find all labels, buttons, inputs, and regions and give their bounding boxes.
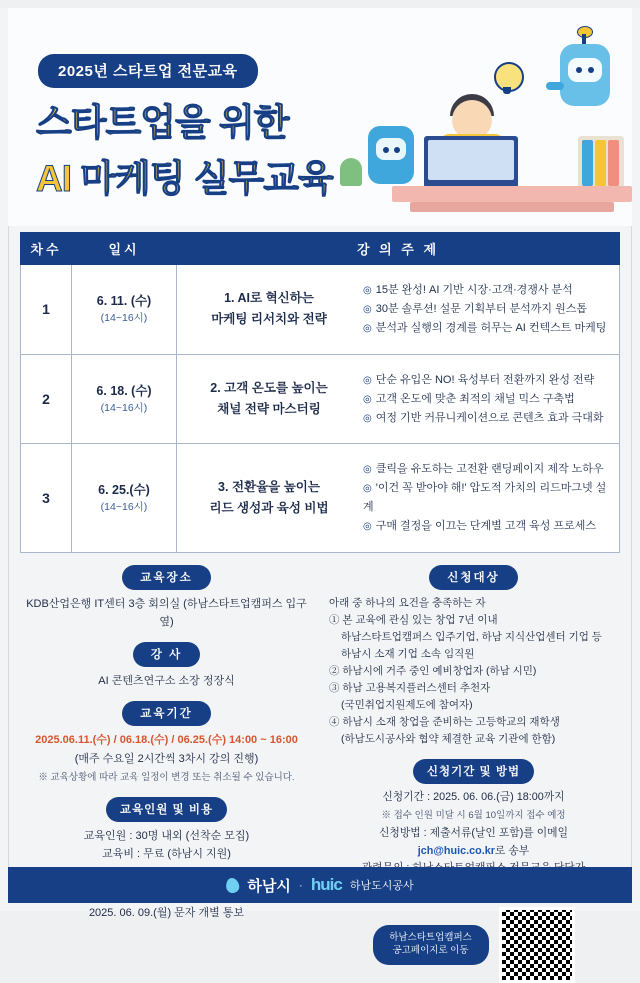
row2-no: 2	[21, 354, 72, 444]
block-period	[20, 701, 313, 785]
robot-left-face	[376, 138, 406, 160]
row2-detail-list	[363, 371, 607, 428]
course-badge: 2025년 스타트업 전문교육	[38, 54, 258, 88]
hero-section	[8, 8, 632, 226]
block-place	[20, 565, 313, 631]
row3-date	[72, 444, 177, 553]
footer-brand: huic	[310, 875, 342, 894]
row3-content	[177, 444, 620, 553]
robot-right-eye-right	[588, 67, 594, 73]
row3-detail-2: ◎ '이건 꼭 받아야 해!' 압도적 가치의 리드마그넷 설계	[363, 479, 607, 517]
row3-time-text: (14~16시)	[100, 500, 148, 513]
period-line2: (매주 수요일 2시간씩 3차시 강의 진행)	[74, 752, 259, 765]
desk-front	[410, 202, 614, 212]
capacity-body	[20, 827, 313, 863]
eligibility-item-2: ② 하남시에 거주 중인 예비창업자 (하남 시민)	[329, 665, 537, 678]
apply-method-line: 신청방법 : 제출서류(날인 포함)를 이메일	[378, 826, 569, 839]
row1-detail-1: ◎ 15분 완성! AI 기반 시장·고객·경쟁사 분석	[363, 281, 607, 300]
eligibility-item-1: ① 본 교육에 관심 있는 창업 7년 이내	[329, 614, 498, 627]
book-3	[608, 140, 619, 186]
info-column-right	[327, 565, 620, 983]
row2-date	[72, 354, 177, 444]
table-row	[21, 354, 620, 444]
row1-subject: 1. AI로 혁신하는 마케팅 리서치와 전략	[211, 291, 327, 327]
qr-code-icon[interactable]	[499, 907, 575, 983]
hero-illustration	[332, 8, 632, 226]
desk-surface	[392, 186, 632, 202]
period-note: ※ 교육상황에 따라 교육 일정이 변경 또는 취소될 수 있습니다.	[38, 771, 295, 783]
period-dates: 2025.06.11.(수) / 06.18.(수) / 06.25.(수) 14:00 ~ 16:00	[35, 734, 298, 747]
row2-content	[177, 354, 620, 444]
curriculum-table-wrap	[20, 232, 620, 553]
book-1	[582, 140, 593, 186]
label-capacity: 교육인원 및 비용	[106, 797, 227, 822]
row1-date	[72, 265, 177, 355]
table-row	[21, 265, 620, 355]
info-column-left	[20, 565, 313, 983]
col-header-no: 차수	[21, 233, 72, 265]
eligibility-item-1-sub-1: 하남스타트업캠퍼스 입주기업, 하남 지식산업센터 기업 등	[341, 631, 602, 644]
table-header-row	[21, 233, 620, 265]
row3-detail-1: ◎ 클릭을 유도하는 고전환 랜딩페이지 제작 노하우	[363, 460, 607, 479]
eligibility-item-1-sub-2: 하남시 소재 기업 소속 임직원	[341, 648, 475, 661]
row1-date-text: 6. 11. (수)	[96, 294, 152, 309]
row1-detail-2: ◎ 30분 솔루션! 설문 기획부터 분석까지 원스톱	[363, 300, 607, 319]
eligibility-list	[327, 595, 620, 748]
row2-date-text: 6. 18. (수)	[96, 383, 152, 398]
row3-no: 3	[21, 444, 72, 553]
label-period: 교육기간	[122, 701, 210, 726]
row1-detail-list	[363, 281, 607, 338]
page-title-line2: AI 마케팅 실무교육	[36, 158, 333, 199]
robot-left-eye-left	[383, 147, 389, 153]
label-place: 교육장소	[122, 565, 210, 590]
qr-block[interactable]	[327, 907, 620, 983]
robot-left-eye-right	[394, 147, 400, 153]
footer-separator: ·	[298, 878, 303, 892]
robot-right-arm	[546, 82, 564, 90]
qr-label: 하남스타트업캠퍼스 공고페이지로 이동	[373, 925, 489, 965]
place-text: KDB산업은행 IT센터 3층 회의실 (하남스타트업캠퍼스 입구 옆)	[26, 598, 307, 629]
row3-detail-3: ◎ 구매 결정을 이끄는 단계별 고객 육성 프로세스	[363, 517, 607, 536]
curriculum-table	[20, 232, 620, 553]
water-drop-icon	[225, 876, 241, 893]
block-instructor	[20, 642, 313, 690]
row1-content	[177, 265, 620, 355]
row1-detail-3: ◎ 분석과 실행의 경계를 허무는 AI 컨텍스트 마케팅	[363, 319, 607, 338]
apply-email[interactable]: jch@huic.co.kr	[417, 844, 495, 857]
table-row	[21, 444, 620, 553]
lightbulb-base	[503, 87, 511, 94]
label-apply: 신청기간 및 방법	[413, 759, 534, 784]
robot-right-face	[568, 58, 602, 82]
footer-city: 하남시	[247, 877, 291, 895]
capacity-line1: 교육인원 : 30명 내외 (선착순 모집)	[83, 829, 250, 842]
eligibility-item-4-sub-1: (하남도시공사와 협약 체결한 교육 기관에 한함)	[341, 733, 556, 746]
footer-org: 하남도시공사	[349, 880, 414, 892]
robot-right-eye-left	[576, 67, 582, 73]
label-instructor: 강 사	[133, 642, 200, 667]
row2-detail-3: ◎ 여정 기반 커뮤니케이션으로 콘텐츠 효과 극대화	[363, 409, 607, 428]
footer-bar	[8, 867, 632, 903]
row3-detail-list	[363, 460, 607, 536]
row2-subject: 2. 고객 온도를 높이는 채널 전략 마스터링	[210, 380, 328, 417]
info-columns	[20, 565, 620, 983]
eligibility-item-3-sub-1: (국민취업지원제도에 참여자)	[341, 699, 473, 712]
col-header-date: 일시	[72, 233, 177, 265]
laptop-screen	[428, 140, 514, 180]
row1-time-text: (14~16시)	[100, 311, 148, 324]
col-header-subject: 강 의 주 제	[177, 233, 620, 265]
eligibility-item-4: ④ 하남시 소재 창업을 준비하는 고등학교의 재학생	[329, 716, 560, 729]
apply-period-line: 신청기간 : 2025. 06. 06.(금) 18:00까지	[382, 791, 565, 804]
eligibility-intro: 아래 중 하나의 요건을 충족하는 자	[329, 597, 486, 610]
eligibility-item-3: ③ 하남 고용복지플러스센터 추천자	[329, 682, 491, 695]
plant-icon	[340, 158, 362, 186]
row2-detail-1: ◎ 단순 유입은 NO! 육성부터 전환까지 완성 전략	[363, 371, 607, 390]
apply-method-tail: 로 송부	[494, 844, 530, 857]
apply-period-note: ※ 접수 인원 미달 시 6월 10일까지 접수 예정	[381, 809, 566, 821]
instructor-text: AI 콘텐츠연구소 소장 정장식	[98, 675, 235, 688]
row3-subject: 3. 전환율을 높이는 리드 생성과 육성 비법	[209, 480, 329, 516]
row2-time-text: (14~16시)	[100, 401, 148, 414]
period-body	[20, 731, 313, 785]
block-eligibility	[327, 565, 620, 748]
selection-text: 2025. 06. 09.(월) 문자 개별 통보	[88, 907, 245, 920]
block-capacity	[20, 797, 313, 863]
row3-date-text: 6. 25.(수)	[98, 483, 150, 497]
row2-detail-2: ◎ 고객 온도에 맞춘 최적의 채널 믹스 구축법	[363, 390, 607, 409]
page-title-line1: 스타트업을 위한	[36, 102, 289, 143]
label-eligibility: 신청대상	[429, 565, 517, 590]
row1-no: 1	[21, 265, 72, 355]
capacity-line2: 교육비 : 무료 (하남시 지원)	[102, 848, 231, 861]
book-2	[595, 140, 606, 186]
poster-root	[0, 8, 640, 956]
